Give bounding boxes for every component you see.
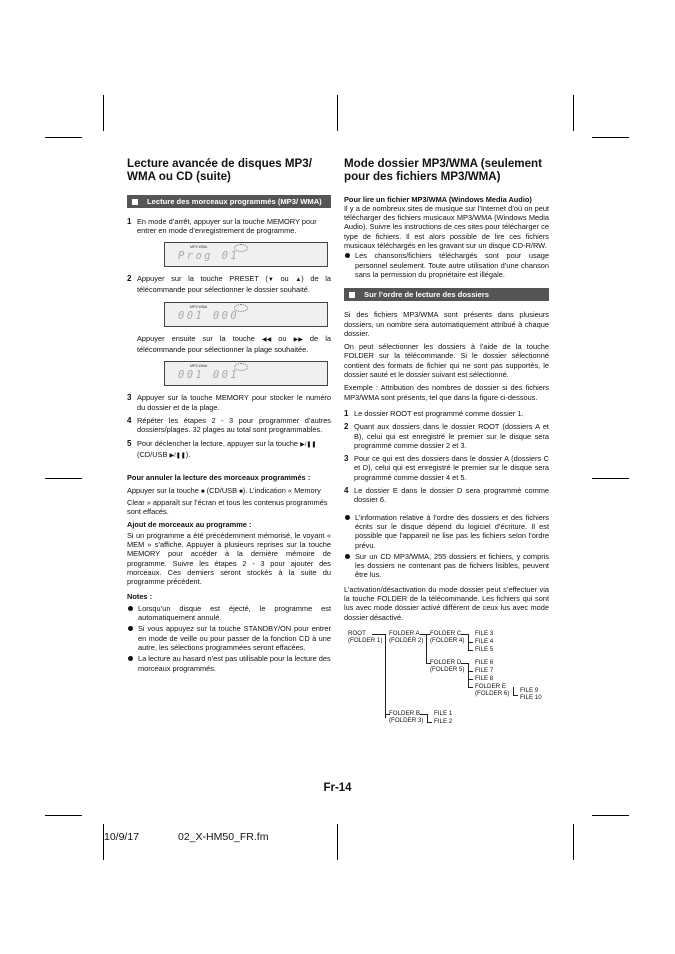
info-bullet: Sur un CD MP3/WMA, 255 dossiers et fichiers, y compris les dossiers ne contenant pas de fichiers lisibles, peuvent être lus. bbox=[344, 552, 549, 580]
tree-file: FILE 1 bbox=[434, 709, 453, 717]
cancel-text-part: (CD/USB bbox=[206, 486, 238, 496]
preset-up-icon: ▲ bbox=[295, 277, 302, 284]
cancel-heading: Pour annuler la lecture des morceaux programmés : bbox=[127, 473, 311, 483]
tree-file: FILE 8 bbox=[475, 674, 494, 682]
step-text: Répéter les étapes 2 - 3 pour programmer d’autres dossiers/plages. 32 plages au total sont programmables. bbox=[137, 415, 331, 435]
crop-mark bbox=[45, 815, 82, 816]
tree-folder-d: FOLDER D bbox=[430, 658, 462, 666]
note-item: Si vous appuyez sur la touche STANDBY/ON pour entrer en mode de veille ou pour passer de la fonction CD à une autre, les sélections programmées seront effacées. bbox=[127, 624, 331, 652]
skip-forward-icon: ▶▶ bbox=[293, 336, 303, 343]
folder-step bbox=[344, 454, 549, 482]
tree-line bbox=[372, 634, 386, 635]
step-number: 1 bbox=[127, 216, 132, 226]
play-pause-icon: ▶/❚❚ bbox=[169, 452, 186, 459]
tree-line bbox=[468, 642, 473, 643]
crop-mark bbox=[337, 95, 338, 131]
crop-mark bbox=[592, 815, 629, 816]
tree-file: FILE 5 bbox=[475, 645, 494, 653]
tree-folder-c: FOLDER C bbox=[430, 629, 462, 637]
paragraph: Si des fichiers MP3/WMA sont présents dans plusieurs dossiers, un nombre sera automatiquement attribué à chaque dossier. bbox=[344, 310, 549, 338]
step-1 bbox=[127, 217, 331, 236]
tree-line bbox=[468, 663, 469, 688]
add-text: Si un programme a été précédemment mémorisé, le voyant « MEM » s’affiche. Appuyer à plusieurs reprises sur la touche MEMORY pour accéder à la dernière mémoire de programme. Suivre les étapes 2 - 3 pour ajouter des morceaux. Ces derniers seront stockés à la suite du programme précédent. bbox=[127, 530, 331, 587]
cancel-text-part: Appuyer sur la touche bbox=[127, 486, 199, 496]
step-number: 1 bbox=[344, 408, 349, 418]
footer-filename: 02_X-HM50_FR.fm bbox=[178, 831, 269, 843]
note-item: Lorsqu’un disque est éjecté, le programme est automatiquement annulé. bbox=[127, 604, 331, 623]
step-text: Quant aux dossiers dans le dossier ROOT (dossiers A et B), celui qui est enregistré le premier sur le disque sera programmé comme dossier 2 et 3. bbox=[354, 422, 549, 450]
crop-mark bbox=[573, 95, 574, 131]
play-pause-icon: ▶/❚❚ bbox=[300, 441, 317, 448]
tree-file: FILE 7 bbox=[475, 666, 494, 674]
tree-line bbox=[420, 634, 430, 635]
square-bullet-icon bbox=[349, 292, 355, 298]
tree-root-sub: (FOLDER 1) bbox=[348, 636, 383, 644]
crop-mark bbox=[103, 95, 104, 131]
step-number: 4 bbox=[344, 486, 349, 496]
step-text: de la télécommande pour sélectionner la plage souhaitée. bbox=[137, 333, 331, 355]
lcd-value: Prog 01 bbox=[178, 250, 240, 263]
tree-line bbox=[468, 679, 473, 680]
right-title: Mode dossier MP3/WMA (seulement pour des fichiers MP3/WMA) bbox=[344, 157, 542, 183]
crop-mark bbox=[45, 137, 82, 138]
folder-tree-diagram bbox=[344, 630, 549, 725]
right-column bbox=[344, 158, 549, 725]
tree-folder-e-sub: (FOLDER 6) bbox=[475, 689, 510, 697]
paragraph: Exemple : Attribution des nombres de dossier si des fichiers MP3/WMA sont présents, tel que dans la figure ci-dessous. bbox=[344, 383, 549, 402]
step-text: Appuyer sur la touche MEMORY pour stocker le numéro du dossier et de la plage. bbox=[137, 393, 331, 412]
wma-heading: Pour lire un fichier MP3/WMA (Windows Media Audio) bbox=[344, 194, 532, 204]
tree-folder-c-sub: (FOLDER 4) bbox=[430, 636, 465, 644]
step-text: Le dossier ROOT est programmé comme dossier 1. bbox=[354, 408, 524, 418]
tree-file: FILE 9 bbox=[520, 686, 539, 694]
skip-back-icon: ◀◀ bbox=[261, 336, 272, 343]
tree-line bbox=[468, 671, 473, 672]
tree-file: FILE 2 bbox=[434, 717, 453, 725]
tree-folder-b-sub: (FOLDER 3) bbox=[389, 716, 424, 724]
step-text: Le dossier E dans le dossier D sera programmé comme dossier 6. bbox=[354, 486, 549, 505]
step-number: 3 bbox=[127, 393, 132, 403]
paragraph: L’activation/désactivation du mode dossier peut s’effectuer via la touche FOLDER de la télécommande. Les fichiers qui sont lus avec mode dossier activé différent de ceux lus avec mode dossier désactivé. bbox=[344, 584, 549, 622]
step-4 bbox=[127, 416, 331, 435]
folder-step bbox=[344, 409, 549, 418]
notes-heading: Notes : bbox=[127, 592, 153, 602]
tree-folder-d-sub: (FOLDER 5) bbox=[430, 665, 465, 673]
step-text: ) de la télécommande pour sélectionner le dossier souhaité. bbox=[137, 274, 331, 295]
section-title: Lecture des morceaux programmés (MP3/ WMA) bbox=[147, 196, 322, 206]
page-number: Fr-14 bbox=[323, 782, 352, 794]
step-text: ou bbox=[280, 274, 289, 284]
section-bar-folder-order bbox=[344, 288, 549, 301]
stop-icon: ■ bbox=[239, 489, 243, 496]
step-text: Appuyer ensuite sur la touche bbox=[137, 333, 255, 343]
tree-folder-a-sub: (FOLDER 2) bbox=[389, 636, 424, 644]
step-2 bbox=[127, 274, 331, 295]
tree-folder-e: FOLDER E bbox=[475, 682, 506, 690]
stop-icon: ■ bbox=[200, 489, 205, 496]
step-text: Pour déclencher la lecture, appuyer sur la touche bbox=[137, 438, 299, 448]
lcd-display-prog bbox=[164, 242, 328, 267]
step-text: ). bbox=[185, 449, 191, 459]
folder-step bbox=[344, 486, 549, 505]
left-column bbox=[127, 158, 331, 675]
cancel-text bbox=[127, 486, 331, 516]
section-title: Sur l’ordre de lecture des dossiers bbox=[364, 290, 489, 300]
step-number: 4 bbox=[127, 415, 132, 425]
tree-folder-b: FOLDER B bbox=[389, 709, 420, 717]
info-bullet: L’information relative à l’ordre des dossiers et des fichiers écrits sur le disque dépend du logiciel d’écriture. Il est possible que l’appareil ne lise pas les fichiers selon l’ordre prévu. bbox=[344, 513, 549, 550]
cancel-text-part: ). L’indication « Memory Clear » apparaît sur l’écran et tous les contenus programmés sont effacés. bbox=[127, 486, 328, 517]
crop-mark bbox=[592, 137, 629, 138]
lcd-value: 001 000 bbox=[178, 309, 240, 322]
tree-line bbox=[426, 634, 427, 663]
lcd-label: MP3 WMA bbox=[190, 245, 208, 250]
tree-root: ROOT bbox=[348, 629, 366, 637]
paragraph: On peut sélectionner les dossiers à l’aide de la touche FOLDER sur la télécommande. Si le dossier sélectionné contient des formats de fichier qui ne sont pas supportés, le dossier sauté et le dossier suivant est sélectionné. bbox=[344, 342, 549, 380]
footer-date: 10/9/17 bbox=[104, 831, 140, 843]
crop-mark bbox=[45, 478, 82, 479]
left-title: Lecture avancée de disques MP3/ WMA ou CD (suite) bbox=[127, 157, 312, 183]
tree-line bbox=[468, 687, 473, 688]
note-item: La lecture au hasard n’est pas utilisable pour la lecture des morceaux programmés. bbox=[127, 654, 331, 673]
step-number: 5 bbox=[127, 438, 132, 448]
step-2-continued bbox=[127, 334, 331, 355]
crop-mark bbox=[337, 824, 338, 860]
step-5 bbox=[127, 439, 331, 462]
section-bar-programmed bbox=[127, 195, 331, 208]
crop-mark bbox=[592, 478, 629, 479]
step-text: (CD/USB bbox=[137, 449, 168, 459]
tree-file: FILE 10 bbox=[520, 693, 542, 701]
tree-line bbox=[427, 722, 432, 723]
step-number: 3 bbox=[344, 454, 349, 464]
lcd-value: 001 001 bbox=[178, 369, 240, 382]
lcd-display-folder bbox=[164, 302, 328, 327]
tree-line bbox=[385, 634, 386, 718]
tree-line bbox=[468, 650, 473, 651]
folder-step bbox=[344, 422, 549, 450]
step-number: 2 bbox=[344, 422, 349, 432]
step-3 bbox=[127, 393, 331, 412]
tree-file: FILE 3 bbox=[475, 629, 494, 637]
lcd-label: MP3 WMA bbox=[190, 304, 208, 309]
tree-file: FILE 6 bbox=[475, 658, 494, 666]
add-heading: Ajout de morceaux au programme : bbox=[127, 520, 252, 530]
wma-text: Il y a de nombreux sites de musique sur l’Internet d’où on peut télécharger des fichiers musicaux MP3/WMA (Windows Media Audio). Suivre les instructions de ces sites pour télécharger ce type de fichiers. Il est alors possible de lire ces fichiers musicaux téléchargés en les gravant sur un disque CD-R/RW. bbox=[344, 203, 549, 251]
step-text: ou bbox=[278, 333, 287, 343]
step-number: 2 bbox=[127, 274, 132, 284]
tree-file: FILE 4 bbox=[475, 637, 494, 645]
square-bullet-icon bbox=[132, 199, 138, 205]
step-text: Pour ce qui est des dossiers dans le dossier A (dossiers C et D), celui qui est enregistré le premier sur le disque sera programmé comme dossier 4 et 5. bbox=[354, 454, 549, 482]
lcd-display-track bbox=[164, 361, 328, 386]
tree-folder-a: FOLDER A bbox=[389, 629, 420, 637]
step-text: En mode d’arrêt, appuyer sur la touche MEMORY pour entrer en mode d’enregistrement de programme. bbox=[137, 216, 317, 235]
step-text: Appuyer sur la touche PRESET ( bbox=[137, 274, 268, 284]
lcd-label: MP3 WMA bbox=[190, 364, 208, 369]
wma-bullet: Les chansons/fichiers téléchargés sont pour usage personnel seulement. Toute autre utilisation d’une chanson sans la permission du propriétaire est illégale. bbox=[344, 251, 549, 279]
preset-down-icon: ▼ bbox=[267, 277, 274, 284]
tree-line bbox=[513, 695, 518, 696]
crop-mark bbox=[573, 824, 574, 860]
